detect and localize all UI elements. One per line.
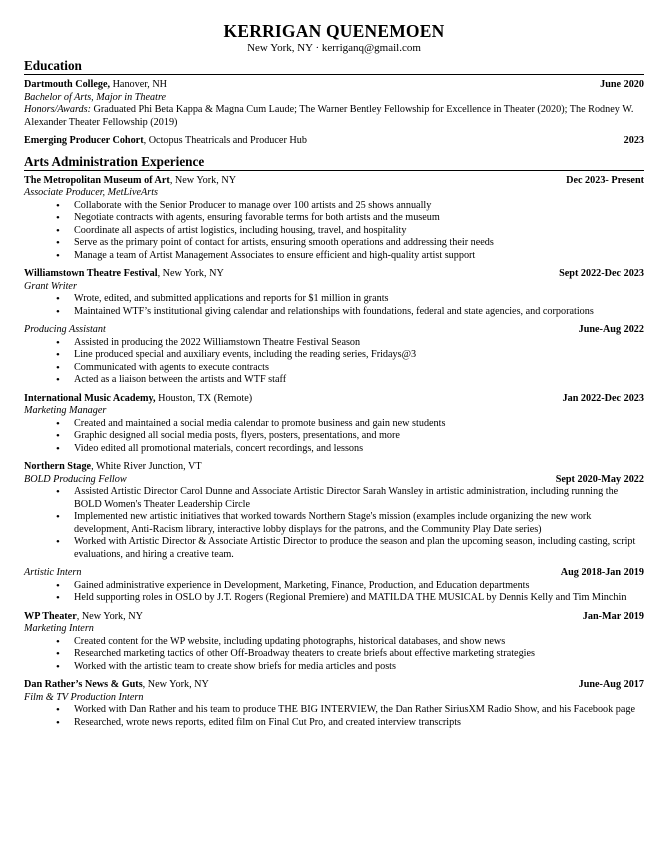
bullet-item: • Created and maintained a social media calendar to promote business and gain new students [74,418,644,431]
employer-location: , New York, NY [169,174,237,186]
candidate-name: KERRIGAN QUENEMOEN [223,21,445,41]
experience-date: June-Aug 2017 [578,679,644,690]
bullet-item: • Worked with Dan Rather and his team to produce THE BIG INTERVIEW, the Dan Rather SiriusXM Radio Show, and his Facebook page [74,704,644,717]
education-date: 2023 [623,135,644,146]
experience-header [24,268,644,281]
bullet-list [24,293,644,318]
experience-date: Jan 2022-Dec 2023 [562,392,644,404]
education-header [24,79,644,92]
bullet-item: • Worked with Artistic Director & Associate Artistic Director to produce the season and plan the upcoming season, including casting, script evaluations, and hiring a creative team. [74,536,644,561]
resume-page [24,20,644,735]
job-title: Grant Writer [24,280,77,292]
bullet-item: • Negotiate contracts with agents, ensuring favorable terms for both artists and the museum [74,212,644,225]
employer-name: Northern Stage [24,461,92,472]
experience-entry [24,393,644,456]
experience-header [24,461,644,474]
experience-header [24,393,644,406]
bullet-item: • Researched marketing tactics of other Off-Broadway theaters to create briefs about effective marketing strategies [74,648,644,661]
bullet-item: • Line produced special and auxiliary events, including the reading series, Fridays@3 [74,349,644,362]
bullet-item: • Assisted Artistic Director Carol Dunne and Associate Artistic Director Sarah Wansley in artistic administration, including running the BOLD Women's Theater Leadership Circle [74,486,644,511]
bullet-list [24,486,644,561]
bullet-item: • Coordinate all aspects of artist logistics, including housing, travel, and hospitality [74,225,644,238]
bullet-item: • Wrote, edited, and submitted applications and reports for $1 million in grants [74,293,644,306]
experience-header [24,175,644,188]
education-entry [24,135,644,148]
sub-role-header [24,567,644,580]
section-experience-title: Arts Administration Experience [24,154,644,171]
bullet-list [24,200,644,263]
employer-name: Dan Rather’s News & Guts [24,679,143,690]
bullet-item: • Acted as a liaison between the artists and WTF staff [74,374,644,387]
section-education-title: Education [24,58,644,75]
experience-header [24,679,644,692]
honors [24,104,644,129]
experience-date: Sept 2022-Dec 2023 [559,268,644,279]
job-title: Producing Assistant [24,324,106,335]
experience-entry [24,461,644,605]
employer-location: Houston, TX (Remote) [155,392,253,404]
job-title: Artistic Intern [24,567,82,578]
experience-date: Jan-Mar 2019 [582,610,644,622]
employer-name: International Music Academy, [24,392,156,404]
sub-role-header [24,324,644,337]
job-title: Marketing Intern [24,623,94,634]
experience-date: June-Aug 2022 [578,324,644,335]
employer-location: , New York, NY [157,268,224,279]
employer-location: , New York, NY [76,610,143,622]
job-title: Associate Producer, MetLiveArts [24,187,159,198]
contact-line: New York, NY · kerriganq@gmail.com [247,42,421,54]
employer-name: WP Theater [24,610,77,622]
institution-location: , Octopus Theatricals and Producer Hub [143,135,307,146]
bullet-item: • Created content for the WP website, including updating photographs, historical databases, and show news [74,636,644,649]
job-title: BOLD Producing Fellow [24,473,127,485]
experience-date: Aug 2018-Jan 2019 [560,567,644,578]
honors-text: Graduated Phi Beta Kappa & Magna Cum Laude; The Warner Bentley Fellowship for Excellence in Theater (2020); The Rodney W. Alexander Theater Fellowship (2019) [24,104,634,128]
employer [24,175,236,188]
role-header [24,474,644,487]
education-header [24,135,644,148]
employer [24,461,202,474]
education-institution [24,79,167,92]
bullet-item: • Manage a team of Artist Management Associates to ensure efficient and high-quality artist support [74,250,644,263]
bullet-item: • Communicated with agents to execute contracts [74,362,644,375]
employer-location: , New York, NY [142,679,209,690]
employer [24,611,143,624]
institution-name: Emerging Producer Cohort [24,135,144,146]
experience-entry [24,175,644,263]
bullet-item: • Gained administrative experience in Development, Marketing, Finance, Production, and Education departments [74,580,644,593]
bullet-item: • Worked with the artistic team to create show briefs for media articles and posts [74,661,644,674]
bullet-item: • Serve as the primary point of contact for artists, ensuring smooth operations and addressing their needs [74,237,644,250]
job-title: Marketing Manager [24,405,107,416]
degree: Bachelor of Arts, Major in Theatre [24,91,167,103]
bullet-item: • Implemented new artistic initiatives that worked towards Northern Stage's mission (examples include organizing the new work development, Anti-Racism library, interactive lobby displays for the patrons, and the Community Play Date series) [74,511,644,536]
bullet-list [24,636,644,674]
employer-name: The Metropolitan Museum of Art [24,174,170,186]
bullet-item: • Maintained WTF’s institutional giving calendar and relationships with foundations, federal and state agencies, and corporations [74,306,644,319]
employer [24,393,252,406]
employer [24,679,209,692]
experience-entry [24,611,644,674]
bullet-list [24,337,644,387]
experience-entry [24,268,644,387]
honors-label: Honors/Awards: [24,104,91,115]
education-date: June 2020 [600,79,644,90]
experience-date: Dec 2023- Present [566,174,644,186]
bullet-item: • Held supporting roles in OSLO by J.T. Rogers (Regional Premiere) and MATILDA THE MUSICAL by Dennis Kelly and Tim Minchin [74,592,644,605]
bullet-list [24,704,644,729]
education-entry [24,79,644,129]
experience-date: Sept 2020-May 2022 [555,473,644,485]
bullet-item: • Graphic designed all social media posts, flyers, posters, presentations, and more [74,430,644,443]
bullet-item: • Video edited all promotional materials, concert recordings, and lessons [74,443,644,456]
experience-entry [24,679,644,729]
bullet-list [24,580,644,605]
education-institution [24,135,307,148]
employer [24,268,224,281]
experience-header [24,611,644,624]
bullet-list [24,418,644,456]
bullet-item: • Researched, wrote news reports, edited film on Final Cut Pro, and created interview transcripts [74,717,644,730]
institution-location: Hanover, NH [110,79,168,90]
job-title: Film & TV Production Intern [24,691,144,703]
institution-name: Dartmouth College, [24,79,111,90]
bullet-item: • Collaborate with the Senior Producer to manage over 100 artists and 25 shows annually [74,200,644,213]
employer-location: , White River Junction, VT [91,461,202,472]
bullet-item: • Assisted in producing the 2022 Williamstown Theatre Festival Season [74,337,644,350]
employer-name: Williamstown Theatre Festival [24,268,158,279]
